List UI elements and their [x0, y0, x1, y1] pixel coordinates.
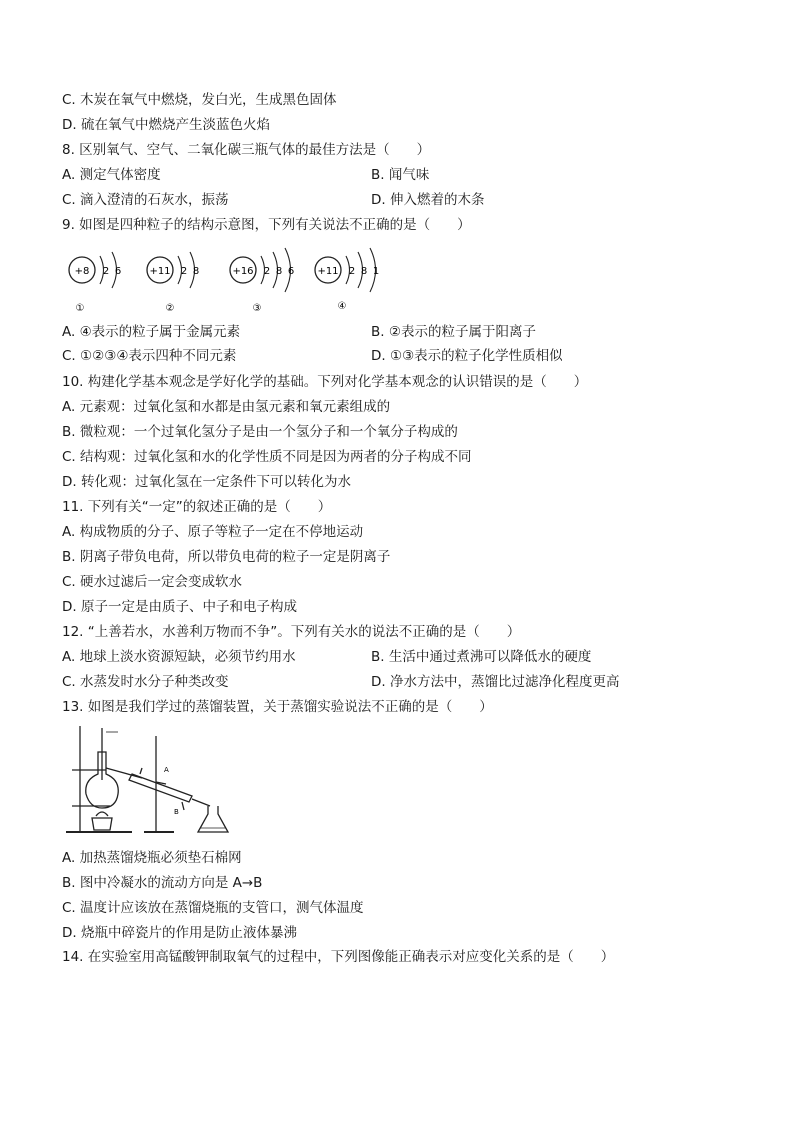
- particle-3-label: ③: [252, 303, 262, 314]
- particle-1-shell-2: 6: [114, 266, 122, 277]
- q13-option-c: C. 温度计应该放在蒸馏烧瓶的支管口，测气体温度: [62, 900, 364, 916]
- q10-option-c: C. 结构观：过氧化氢和水的化学性质不同是因为两者的分子构成不同: [62, 449, 472, 465]
- particle-2-shell-2: 8: [192, 266, 200, 277]
- particle-3-shell-3: 6: [287, 266, 295, 277]
- q8-stem: 8. 区别氧气、空气、二氧化碳三瓶气体的最佳方法是（ ）: [62, 142, 431, 158]
- q10-option-a: A. 元素观：过氧化氢和水都是由氢元素和氧元素组成的: [62, 399, 391, 415]
- particle-3: [230, 248, 294, 314]
- particle-1-label: ①: [75, 303, 85, 314]
- q8-option-a: A. 测定气体密度: [62, 167, 161, 183]
- particle-4-shell-2: 8: [360, 266, 368, 277]
- q13-stem: 13. 如图是我们学过的蒸馏装置，关于蒸馏实验说法不正确的是（ ）: [62, 699, 493, 715]
- condenser-label-b: B: [174, 808, 179, 816]
- particle-2: [147, 252, 199, 314]
- particle-2-nucleus: +11: [149, 266, 171, 277]
- q9-option-b: B. ②表示的粒子属于阳离子: [371, 324, 536, 340]
- q9-option-c: C. ①②③④表示四种不同元素: [62, 348, 237, 364]
- q12-option-a: A. 地球上淡水资源短缺，必须节约用水: [62, 649, 296, 665]
- q11-option-a: A. 构成物质的分子、原子等粒子一定在不停地运动: [62, 524, 364, 540]
- condenser-label-a: A: [164, 766, 169, 774]
- particle-4-label: ④: [337, 301, 347, 312]
- q12-stem: 12. “上善若水，水善利万物而不争”。下列有关水的说法不正确的是（ ）: [62, 624, 521, 640]
- particle-4: [315, 248, 379, 312]
- particle-2-label: ②: [165, 303, 175, 314]
- q7-option-d: D. 硫在氧气中燃烧产生淡蓝色火焰: [62, 117, 270, 133]
- q12-option-c: C. 水蒸发时水分子种类改变: [62, 674, 229, 690]
- q9-stem: 9. 如图是四种粒子的结构示意图，下列有关说法不正确的是（ ）: [62, 217, 471, 233]
- particle-4-shell-1: 2: [348, 266, 356, 277]
- q11-option-b: B. 阴离子带负电荷，所以带负电荷的粒子一定是阴离子: [62, 549, 391, 565]
- q11-option-d: D. 原子一定是由质子、中子和电子构成: [62, 599, 297, 615]
- particle-3-nucleus: +16: [232, 266, 254, 277]
- q13-option-b: B. 图中冷凝水的流动方向是 A→B: [62, 875, 263, 891]
- particle-2-shell-1: 2: [180, 266, 188, 277]
- q11-option-c: C. 硬水过滤后一定会变成软水: [62, 574, 243, 590]
- q12-option-b: B. 生活中通过煮沸可以降低水的硬度: [371, 649, 592, 665]
- q14-stem: 14. 在实验室用高锰酸钾制取氧气的过程中，下列图像能正确表示对应变化关系的是（ ）: [62, 949, 615, 965]
- particle-structure-diagram: [60, 238, 390, 318]
- q8-option-c: C. 滴入澄清的石灰水，振荡: [62, 192, 229, 208]
- q12-option-d: D. 净水方法中，蒸馏比过滤净化程度更高: [371, 674, 620, 690]
- q13-option-a: A. 加热蒸馏烧瓶必须垫石棉网: [62, 850, 242, 866]
- q10-option-d: D. 转化观：过氧化氢在一定条件下可以转化为水: [62, 474, 351, 490]
- particle-4-nucleus: +11: [317, 266, 339, 277]
- q7-option-c: C. 木炭在氧气中燃烧，发白光，生成黑色固体: [62, 92, 337, 108]
- q11-stem: 11. 下列有关“一定”的叙述正确的是（ ）: [62, 499, 332, 515]
- distillation-apparatus-diagram: [62, 722, 242, 840]
- particle-1-shell-1: 2: [102, 266, 110, 277]
- q8-option-d: D. 伸入燃着的木条: [371, 192, 485, 208]
- particle-1-nucleus: +8: [74, 266, 90, 277]
- q9-option-a: A. ④表示的粒子属于金属元素: [62, 324, 241, 340]
- particle-3-shell-2: 8: [275, 266, 283, 277]
- particle-1: [69, 252, 121, 314]
- q10-stem: 10. 构建化学基本观念是学好化学的基础。下列对化学基本观念的认识错误的是（ ）: [62, 374, 588, 390]
- q8-option-b: B. 闻气味: [371, 167, 430, 183]
- particle-4-shell-3: 1: [372, 266, 380, 277]
- particle-3-shell-1: 2: [263, 266, 271, 277]
- q13-option-d: D. 烧瓶中碎瓷片的作用是防止液体暴沸: [62, 925, 297, 941]
- q10-option-b: B. 微粒观：一个过氧化氢分子是由一个氢分子和一个氧分子构成的: [62, 424, 458, 440]
- q9-option-d: D. ①③表示的粒子化学性质相似: [371, 348, 563, 364]
